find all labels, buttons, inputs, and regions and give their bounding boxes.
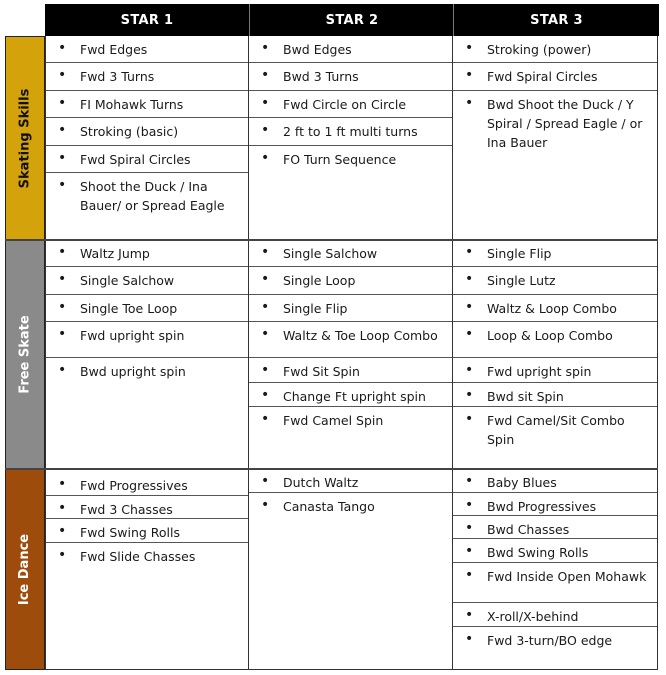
section-label-text: Skating Skills (17, 88, 33, 188)
list-item: • 2 ft to 1 ft multi turns (249, 118, 452, 146)
section-divider (5, 239, 658, 241)
list-item: • FO Turn Sequence (249, 146, 452, 176)
list-item: • Fwd upright spin (46, 322, 248, 358)
list-item: • Fwd Slide Chasses (46, 543, 248, 569)
list-item: • Baby Blues (453, 469, 657, 493)
skating-skills-star-3 (453, 36, 658, 240)
list-item: • Loop & Loop Combo (453, 322, 657, 358)
section-divider (5, 468, 658, 470)
list-item: • Stroking (power) (453, 36, 657, 63)
list-item: • Shoot the Duck / Ina Bauer/ or Spread Eagle (46, 173, 248, 233)
list-item: • Waltz Jump (46, 240, 248, 267)
list-item: • Canasta Tango (249, 493, 452, 519)
column-header-star-2: STAR 2 (249, 4, 454, 36)
list-item: • Fwd Sit Spin (249, 358, 452, 383)
ice-dance-star-1 (45, 469, 249, 670)
list-item: • Bwd Chasses (453, 516, 657, 539)
list-item: • Fwd Spiral Circles (46, 146, 248, 173)
list-item: • Bwd upright spin (46, 358, 248, 388)
list-item: • Fwd Swing Rolls (46, 519, 248, 543)
list-item: • Single Lutz (453, 267, 657, 295)
list-item: • Waltz & Loop Combo (453, 295, 657, 322)
list-item: • Bwd sit Spin (453, 383, 657, 407)
list-item: • Bwd Shoot the Duck / Y Spiral / Spread Eagle / or Ina Bauer (453, 91, 657, 181)
section-label-ice-dance (5, 469, 45, 670)
section-label-skating-skills (5, 36, 45, 240)
column-header-star-3: STAR 3 (453, 4, 659, 36)
free-skate-star-2 (249, 240, 453, 469)
list-item: • Fwd Spiral Circles (453, 63, 657, 91)
table-corner (5, 4, 45, 36)
list-item: • Single Toe Loop (46, 295, 248, 322)
list-item: • Single Salchow (249, 240, 452, 267)
list-item: • Fwd 3 Turns (46, 63, 248, 91)
list-item: • Fwd Edges (46, 36, 248, 63)
list-item: • Fwd 3-turn/BO edge (453, 627, 657, 657)
free-skate-star-1 (45, 240, 249, 469)
star-skills-table (5, 4, 658, 670)
section-label-text: Ice Dance (17, 533, 33, 606)
list-item: • Bwd Edges (249, 36, 452, 63)
section-label-free-skate (5, 240, 45, 469)
ice-dance-star-3 (453, 469, 658, 670)
skating-skills-star-1 (45, 36, 249, 240)
list-item: • Fwd Progressives (46, 472, 248, 496)
list-item: • Fwd Camel Spin (249, 407, 452, 437)
free-skate-star-3 (453, 240, 658, 469)
list-item: • X-roll/X-behind (453, 603, 657, 627)
list-item: • Fwd Inside Open Mohawk (453, 563, 657, 603)
skating-skills-star-2 (249, 36, 453, 240)
column-header-star-1: STAR 1 (45, 4, 249, 36)
ice-dance-star-2 (249, 469, 453, 670)
list-item: • Stroking (basic) (46, 118, 248, 146)
list-item: • Single Salchow (46, 267, 248, 295)
list-item: • Change Ft upright spin (249, 383, 452, 407)
list-item: • Waltz & Toe Loop Combo (249, 322, 452, 358)
list-item: • Single Loop (249, 267, 452, 295)
list-item: • Fwd 3 Chasses (46, 496, 248, 519)
list-item: • Single Flip (249, 295, 452, 322)
list-item: • Fwd Circle on Circle (249, 91, 452, 118)
list-item: • Bwd 3 Turns (249, 63, 452, 91)
list-item: • Bwd Swing Rolls (453, 539, 657, 563)
list-item: • Fwd upright spin (453, 358, 657, 383)
list-item: • FI Mohawk Turns (46, 91, 248, 118)
list-item: • Single Flip (453, 240, 657, 267)
list-item: • Fwd Camel/Sit Combo Spin (453, 407, 657, 457)
list-item: • Bwd Progressives (453, 493, 657, 516)
section-label-text: Free Skate (17, 315, 33, 394)
list-item: • Dutch Waltz (249, 469, 452, 493)
